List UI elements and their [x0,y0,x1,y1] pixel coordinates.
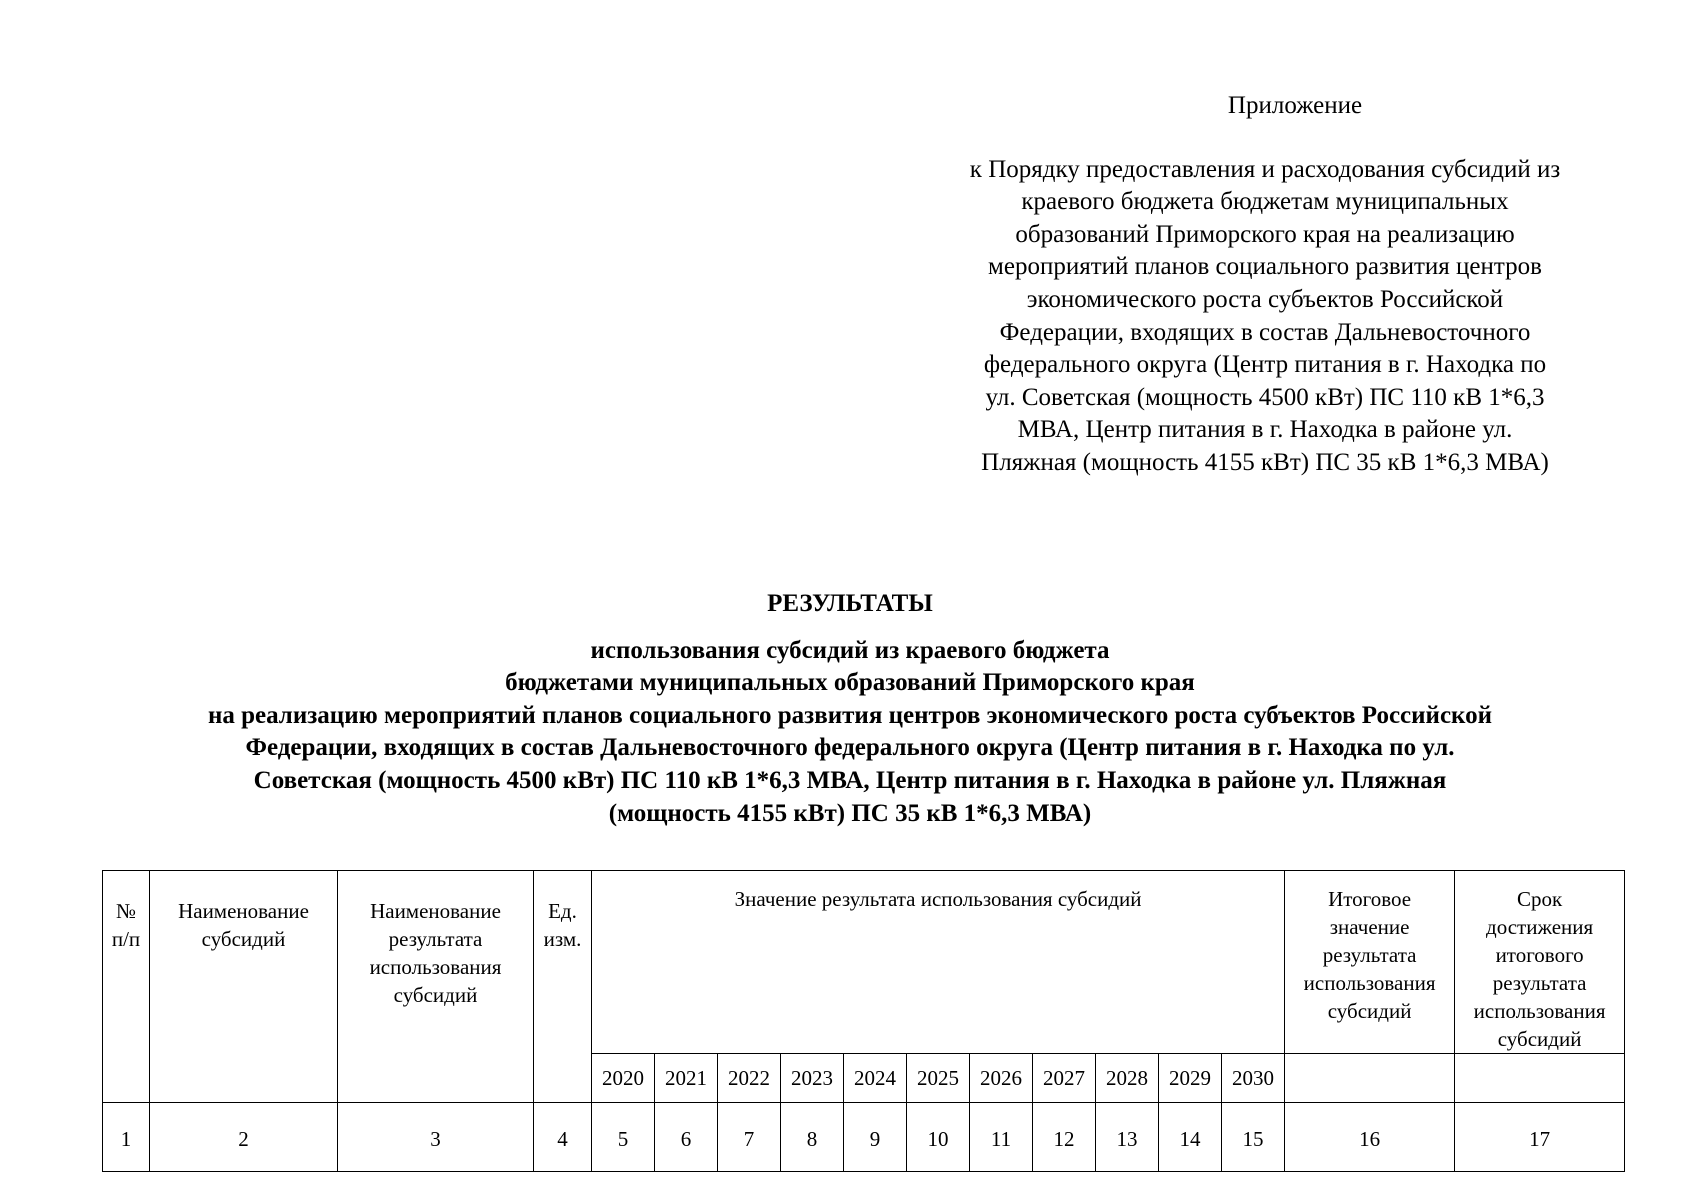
year-cell: 2021 [655,1054,718,1103]
column-number-cell: 14 [1159,1103,1222,1172]
heading-line: на реализацию мероприятий планов социального развития центров экономического роста субъектов Российской [207,701,1493,729]
year-cell: 2022 [718,1054,781,1103]
header-unit: Ед. изм. [534,871,592,1103]
results-table [102,870,1625,1172]
appendix-line: экономического роста субъектов Российской [1026,285,1504,313]
year-cell: 2020 [592,1054,655,1103]
column-number-cell: 4 [534,1103,592,1172]
year-cell: 2023 [781,1054,844,1103]
column-number-cell: 2 [150,1103,338,1172]
column-number-cell: 16 [1285,1103,1455,1172]
heading-line: (мощность 4155 кВт) ПС 35 кВ 1*6,3 МВА) [608,799,1092,827]
appendix-line: Федерации, входящих в состав Дальневосточного [999,318,1531,346]
appendix-line: образований Приморского края на реализацию [1015,220,1515,248]
column-number-cell: 8 [781,1103,844,1172]
header-row [103,871,1625,1054]
appendix-line: краевого бюджета бюджетам муниципальных [1021,188,1509,216]
year-cell: 2029 [1159,1054,1222,1103]
column-number-row [103,1103,1625,1172]
header-subsidy-name: Наименование субсидий [150,871,338,1103]
year-cell: 2027 [1033,1054,1096,1103]
year-cell: 2030 [1222,1054,1285,1103]
column-number-cell: 3 [338,1103,534,1172]
column-number-cell: 17 [1455,1103,1625,1172]
column-number-cell: 10 [907,1103,970,1172]
heading-line: бюджетами муниципальных образований Приморского края [505,669,1195,697]
appendix-title: Приложение [1227,92,1363,119]
final-value-subcell [1285,1054,1455,1103]
appendix-line: мероприятий планов социального развития центров [988,253,1542,281]
appendix-line: Пляжная (мощность 4155 кВт) ПС 35 кВ 1*6,3 МВА) [981,448,1549,476]
column-number-cell: 7 [718,1103,781,1172]
column-number-cell: 1 [103,1103,150,1172]
column-number-cell: 6 [655,1103,718,1172]
appendix-line: МВА, Центр питания в г. Находка в районе ул. [1017,416,1513,444]
column-number-cell: 5 [592,1103,655,1172]
header-final-value: Итоговое значение результата использования субсидий [1285,871,1455,1054]
appendix-block [905,90,1625,480]
heading-title: РЕЗУЛЬТАТЫ [767,590,933,617]
appendix-line: ул. Советская (мощность 4500 кВт) ПС 110 кВ 1*6,3 [985,383,1545,411]
column-number-cell: 11 [970,1103,1033,1172]
header-num: № п/п [103,871,150,1103]
header-value-group: Значение результата использования субсидий [592,871,1285,1054]
year-cell: 2025 [907,1054,970,1103]
column-number-cell: 12 [1033,1103,1096,1172]
year-cell: 2026 [970,1054,1033,1103]
header-deadline: Срок достижения итогового результата использования субсидий [1455,871,1625,1054]
column-number-cell: 9 [844,1103,907,1172]
document-heading [100,588,1600,830]
column-number-cell: 13 [1096,1103,1159,1172]
heading-line: Советская (мощность 4500 кВт) ПС 110 кВ 1*6,3 МВА, Центр питания в г. Находка в районе ул. Пляжная [253,766,1447,794]
appendix-line: федерального округа (Центр питания в г. Находка по [983,351,1547,379]
header-result-name: Наименование результата использования субсидий [338,871,534,1103]
heading-line: использования субсидий из краевого бюджета [590,636,1110,664]
year-cell: 2028 [1096,1054,1159,1103]
column-number-cell: 15 [1222,1103,1285,1172]
deadline-subcell [1455,1054,1625,1103]
year-cell: 2024 [844,1054,907,1103]
appendix-line: к Порядку предоставления и расходования субсидий из [969,155,1561,183]
heading-line: Федерации, входящих в состав Дальневосточного федерального округа (Центр питания в г. Находка по ул. [245,734,1455,762]
